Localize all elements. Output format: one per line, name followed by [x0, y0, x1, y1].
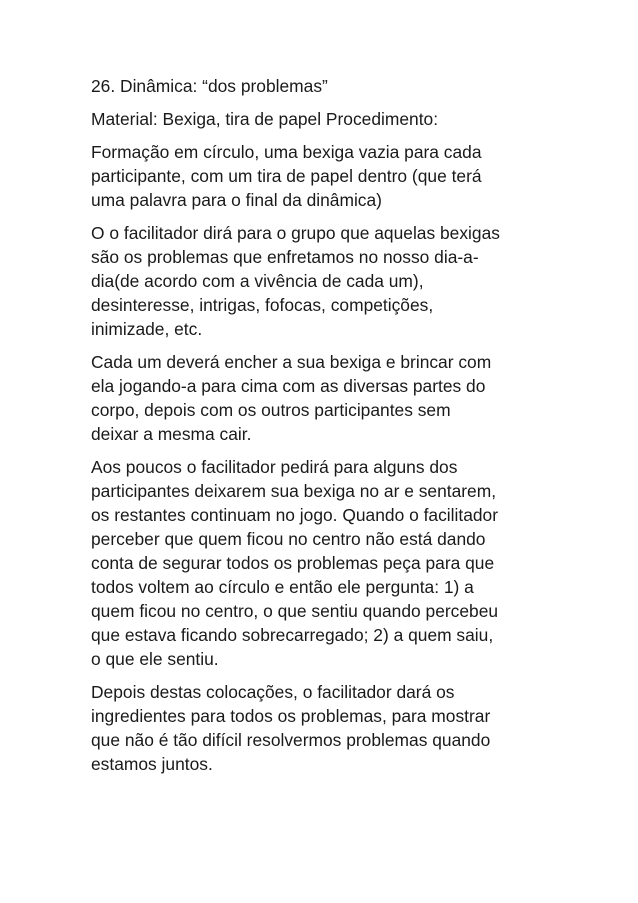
- text-line: 26. Dinâmica: “dos problemas”: [91, 76, 328, 96]
- balloon-play-paragraph: [91, 350, 561, 446]
- text-line: O o facilitador dirá para o grupo que aquelas bexigas: [91, 223, 500, 243]
- text-line: que não é tão difícil resolvermos problemas quando: [91, 730, 491, 750]
- text-line: desinteresse, intrigas, fofocas, competições,: [91, 295, 434, 315]
- text-line: o que ele sentiu.: [91, 649, 219, 669]
- text-line: inimizade, etc.: [91, 319, 203, 339]
- text-line: todos voltem ao círculo e então ele pergunta: 1) a: [91, 577, 474, 597]
- document-body: [91, 74, 561, 785]
- text-line: participantes deixarem sua bexiga no ar e sentarem,: [91, 481, 497, 501]
- text-line: dia(de acordo com a vivência de cada um),: [91, 271, 424, 291]
- text-line: Formação em círculo, uma bexiga vazia para cada: [91, 142, 482, 162]
- text-line: quem ficou no centro, o que sentiu quando percebeu: [91, 601, 499, 621]
- conclusion-paragraph: [91, 680, 561, 776]
- document-title: [91, 74, 561, 98]
- text-line: estamos juntos.: [91, 754, 213, 774]
- text-line: uma palavra para o final da dinâmica): [91, 190, 382, 210]
- text-line: Depois destas colocações, o facilitador dará os: [91, 682, 455, 702]
- text-line: conta de segurar todos os problemas peça para que: [91, 553, 495, 573]
- text-line: perceber que quem ficou no centro não está dando: [91, 529, 486, 549]
- formation-paragraph: [91, 140, 561, 212]
- materials-paragraph: [91, 107, 561, 131]
- text-line: ingredientes para todos os problemas, para mostrar: [91, 706, 491, 726]
- text-line: os restantes continuam no jogo. Quando o facilitador: [91, 505, 498, 525]
- text-line: participante, com um tira de papel dentro (que terá: [91, 166, 482, 186]
- text-line: corpo, depois com os outros participantes sem: [91, 400, 451, 420]
- text-line: Cada um deverá encher a sua bexiga e brincar com: [91, 352, 492, 372]
- gradual-exit-paragraph: [91, 455, 561, 671]
- text-line: que estava ficando sobrecarregado; 2) a quem saiu,: [91, 625, 494, 645]
- text-line: Aos poucos o facilitador pedirá para alguns dos: [91, 457, 458, 477]
- text-line: são os problemas que enfretamos no nosso dia-a-: [91, 247, 479, 267]
- text-line: deixar a mesma cair.: [91, 424, 252, 444]
- text-line: Material: Bexiga, tira de papel Procedimento:: [91, 109, 439, 129]
- facilitator-intro-paragraph: [91, 221, 561, 341]
- text-line: ela jogando-a para cima com as diversas partes do: [91, 376, 486, 396]
